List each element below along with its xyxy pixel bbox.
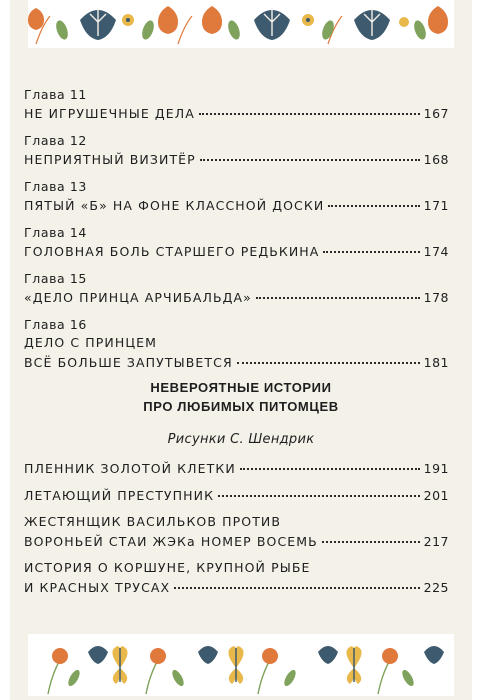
page-number: 181 (423, 355, 449, 370)
story-entry (24, 512, 449, 552)
entry-title-line: «ДЕЛО ПРИНЦА АРЧИБАЛЬДА» (24, 290, 252, 305)
dot-leader (328, 204, 419, 207)
entry-title-row (24, 458, 449, 479)
chapter-label: Глава 13 (24, 179, 87, 194)
page-number: 174 (423, 244, 449, 259)
entry-title-row (24, 352, 449, 373)
entry-title-row (24, 531, 449, 552)
butterfly-border-icon (28, 634, 454, 696)
dot-leader (199, 112, 420, 115)
flower-border-icon (28, 0, 454, 48)
entry-title-line: ПЯТЫЙ «Б» НА ФОНЕ КЛАССНОЙ ДОСКИ (24, 198, 325, 213)
page-number: 171 (423, 198, 449, 213)
dot-leader (323, 250, 419, 253)
dot-leader (218, 494, 420, 497)
section-title-line-1: НЕВЕРОЯТНЫЕ ИСТОРИИ (150, 380, 332, 395)
dot-leader (174, 586, 419, 589)
page-number: 168 (423, 152, 449, 167)
entry-title-row (24, 485, 449, 506)
chapter-label: Глава 15 (24, 271, 87, 286)
entry-title-line: ЛЕТАЮЩИЙ ПРЕСТУПНИК (24, 488, 215, 503)
entry-title-line: НЕ ИГРУШЕЧНЫЕ ДЕЛА (24, 106, 195, 121)
entry-title-line: НЕПРИЯТНЫЙ ВИЗИТЁР (24, 152, 196, 167)
entry-title-row (24, 241, 449, 262)
entry-title-line: ИСТОРИЯ О КОРШУНЕ, КРУПНОЙ РЫБЕ (24, 560, 311, 575)
chapter-entry (24, 132, 449, 170)
chapters-toc (24, 86, 449, 381)
chapter-entry (24, 270, 449, 308)
entry-title-row (24, 195, 449, 216)
dot-leader (322, 540, 420, 543)
entry-title-row (24, 149, 449, 170)
entry-title-line: ВСЁ БОЛЬШЕ ЗАПУТЫВЕТСЯ (24, 355, 233, 370)
page-number: 217 (423, 534, 449, 549)
page-number: 167 (423, 106, 449, 121)
page-number: 225 (423, 580, 449, 595)
chapter-label: Глава 14 (24, 225, 87, 240)
section-title (10, 378, 472, 416)
dot-leader (200, 158, 420, 161)
page-number: 201 (423, 488, 449, 503)
section-title-line-2: ПРО ЛЮБИМЫХ ПИТОМЦЕВ (143, 399, 339, 414)
chapter-entry (24, 224, 449, 262)
entry-title-line: ГОЛОВНАЯ БОЛЬ СТАРШЕГО РЕДЬКИНА (24, 244, 320, 259)
illustrator-credit: Рисунки С. Шендрик (167, 432, 315, 447)
entry-title-line: ДЕЛО С ПРИНЦЕМ (24, 335, 158, 350)
entry-title-line: И КРАСНЫХ ТРУСАХ (24, 580, 171, 595)
chapter-entry (24, 178, 449, 216)
entry-title-row (24, 577, 449, 598)
chapter-label: Глава 11 (24, 87, 87, 102)
chapter-entry (24, 86, 449, 124)
entry-title-line: ПЛЕННИК ЗОЛОТОЙ КЛЕТКИ (24, 461, 236, 476)
entry-title-line: ВОРОНЬЕЙ СТАИ ЖЭКа НОМЕР ВОСЕМЬ (24, 534, 318, 549)
story-entry (24, 458, 449, 479)
chapter-label: Глава 12 (24, 133, 87, 148)
story-entry (24, 485, 449, 506)
entry-title-line: ЖЕСТЯНЩИК ВАСИЛЬКОВ ПРОТИВ (24, 514, 282, 529)
chapter-entry (24, 316, 449, 373)
dot-leader (237, 361, 420, 364)
chapter-label: Глава 16 (24, 317, 87, 332)
top-ornament-border (28, 0, 454, 48)
bottom-ornament-border (28, 634, 454, 696)
page-number: 191 (423, 461, 449, 476)
dot-leader (240, 467, 420, 470)
stories-toc (24, 458, 449, 604)
dot-leader (256, 296, 420, 299)
entry-title-row (24, 287, 449, 308)
story-entry (24, 558, 449, 598)
page-number: 178 (423, 290, 449, 305)
entry-title-row (24, 103, 449, 124)
